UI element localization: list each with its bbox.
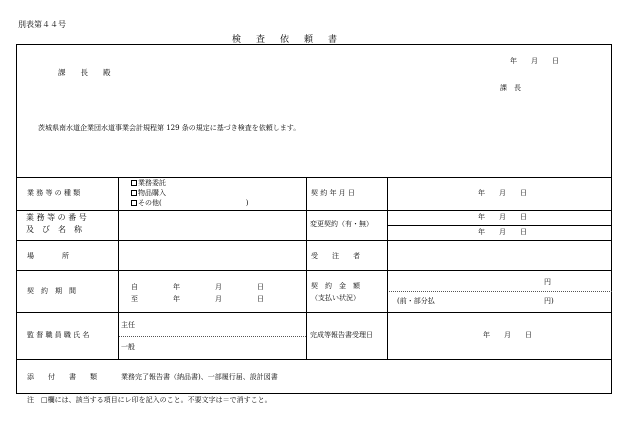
supervisor-chief[interactable]: 主任 [121, 321, 135, 329]
checkbox[interactable] [131, 200, 137, 206]
row-divider [16, 312, 612, 313]
change-label: 変更契約（有・無） [310, 220, 373, 228]
supervisor-label: 監 督 職 員 職 氏 名 [27, 331, 90, 339]
type-option-1[interactable]: 業務委託 [131, 180, 166, 187]
period-to[interactable]: 至 年 月 日 [131, 295, 264, 303]
col-divider [306, 177, 307, 359]
supervisor-general[interactable]: 一般 [121, 343, 135, 351]
change-date-2[interactable]: 年 月 日 [478, 228, 527, 236]
completion-date[interactable]: 年 月 日 [483, 331, 532, 339]
partial-unit: 円) [544, 297, 554, 305]
footnote: 注 □欄には、該当する項目にレ印を記入のこと。不要文字は＝で消すこと。 [27, 396, 272, 404]
issuer: 課 長 [500, 84, 521, 92]
contract-date-label: 契 約 年 月 日 [311, 189, 355, 197]
col-divider [118, 177, 119, 359]
period-from[interactable]: 自 年 月 日 [131, 283, 264, 291]
row-divider [16, 210, 612, 211]
contract-date-value[interactable]: 年 月 日 [478, 189, 527, 197]
row-divider [16, 270, 612, 271]
amount-label-2: （支払い状況） [311, 294, 360, 302]
partial-label[interactable]: (前・部分払 [397, 297, 435, 305]
change-date-1[interactable]: 年 月 日 [478, 213, 527, 221]
amount-unit[interactable]: 円 [544, 278, 551, 286]
header-date[interactable]: 年 月 日 [510, 57, 559, 65]
period-label: 契 約 期 間 [27, 287, 76, 295]
place-label: 場 所 [27, 252, 69, 260]
form-number: 別表第４４号 [18, 20, 66, 29]
type-label: 業 務 等 の 種 類 [27, 189, 81, 197]
contractor-label: 受 注 者 [311, 252, 360, 260]
addressee: 課 長 殿 [58, 68, 111, 77]
dotted-divider [118, 336, 306, 337]
checkbox[interactable] [131, 190, 137, 196]
col-divider [387, 177, 388, 359]
completion-label: 完成等報告書受理日 [310, 331, 373, 339]
row-divider [16, 240, 612, 241]
amount-label-1: 契 約 金 額 [311, 282, 360, 290]
checkbox[interactable] [131, 180, 137, 186]
row-divider [16, 177, 612, 178]
dotted-divider [387, 291, 612, 292]
row-divider [387, 225, 612, 226]
request-text: 茨城県南水道企業団水道事業会計規程第 129 条の規定に基づき検査を依頼します。 [38, 124, 301, 132]
type-option-3[interactable]: その他( ) [131, 200, 248, 207]
type-option-2[interactable]: 物品購入 [131, 190, 166, 197]
row-divider [16, 359, 612, 360]
page-title: 検 査 依 頼 書 [232, 35, 341, 45]
attachment-label: 添 付 書 類 [27, 373, 97, 381]
number-label-2: 及 び 名 称 [26, 225, 82, 234]
attachment-value: 業務完了報告書（納品書)、一部履行届、設計図書 [121, 373, 278, 381]
number-label-1: 業 務 等 の 番 号 [26, 213, 87, 222]
